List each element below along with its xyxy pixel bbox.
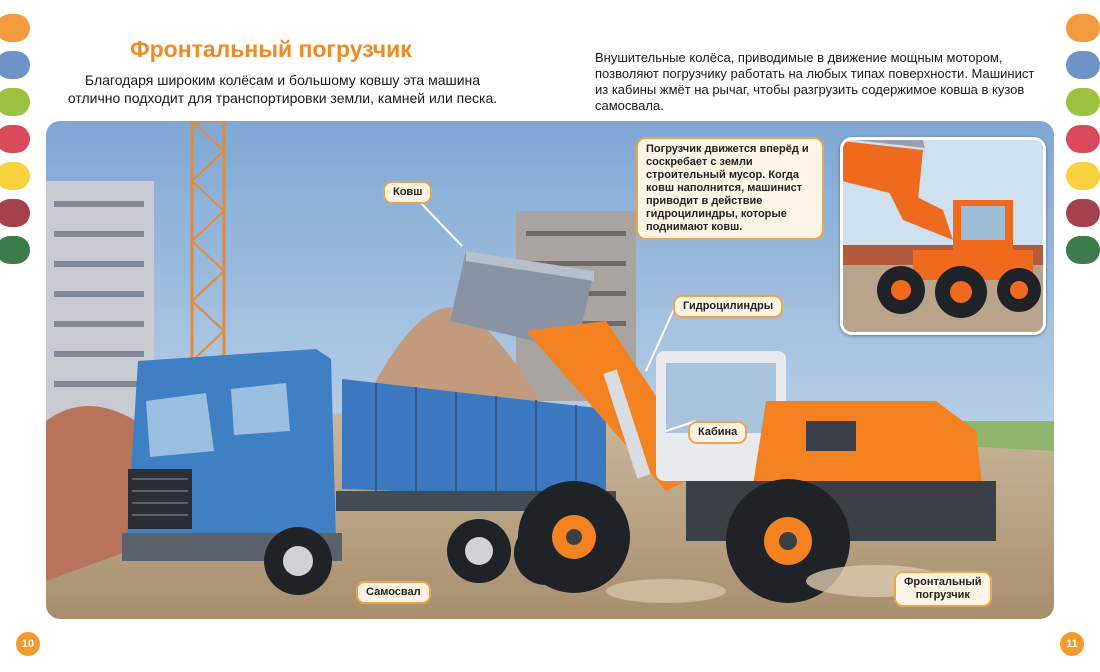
color-tab[interactable] [1066,236,1100,264]
color-tab[interactable] [1066,162,1100,190]
color-tab[interactable] [1066,199,1100,227]
dump-truck-label: Самосвал [356,581,431,604]
loader-callout: Погрузчик движется вперёд и соскребает с земли строительный мусор. Когда ковш наполнится, машинист приводит в действие гидроцилиндры, которые поднимают ковш. [636,137,824,240]
color-tab[interactable] [1066,51,1100,79]
page-number-right: 11 [1060,632,1084,656]
loader-label-line-1: Фронтальный [904,576,982,588]
color-tab[interactable] [0,125,30,153]
page-number-left: 10 [16,632,40,656]
bucket-label: Ковш [383,181,432,204]
intro-text: Благодаря широким колёсам и большому ковшу эта машина отлично подходит для транспортировки земли, камней или песка. [67,72,498,106]
color-tab[interactable] [0,236,30,264]
hydraulics-label: Гидроцилиндры [673,295,783,318]
color-tab[interactable] [0,88,30,116]
loader-label [894,571,992,607]
page-title: Фронтальный погрузчик [130,36,412,62]
loader-label-line-2: погрузчик [915,589,970,601]
inset-drawing [843,140,1043,332]
color-tab[interactable] [0,51,30,79]
color-tab[interactable] [0,14,30,42]
color-tab[interactable] [1066,88,1100,116]
color-tab[interactable] [1066,14,1100,42]
color-tab[interactable] [1066,125,1100,153]
color-tab[interactable] [0,199,30,227]
description-text: Внушительные колёса, приводимые в движение мощным мотором, позволяют погрузчику работать на любых типах поверхности. Машинист из кабины жмёт на рычаг, чтобы разгрузить содержимое ковша в кузов самосвала. [595,50,1035,113]
loader-inset-image [840,137,1046,335]
cabin-label: Кабина [688,421,747,444]
color-tab[interactable] [0,162,30,190]
